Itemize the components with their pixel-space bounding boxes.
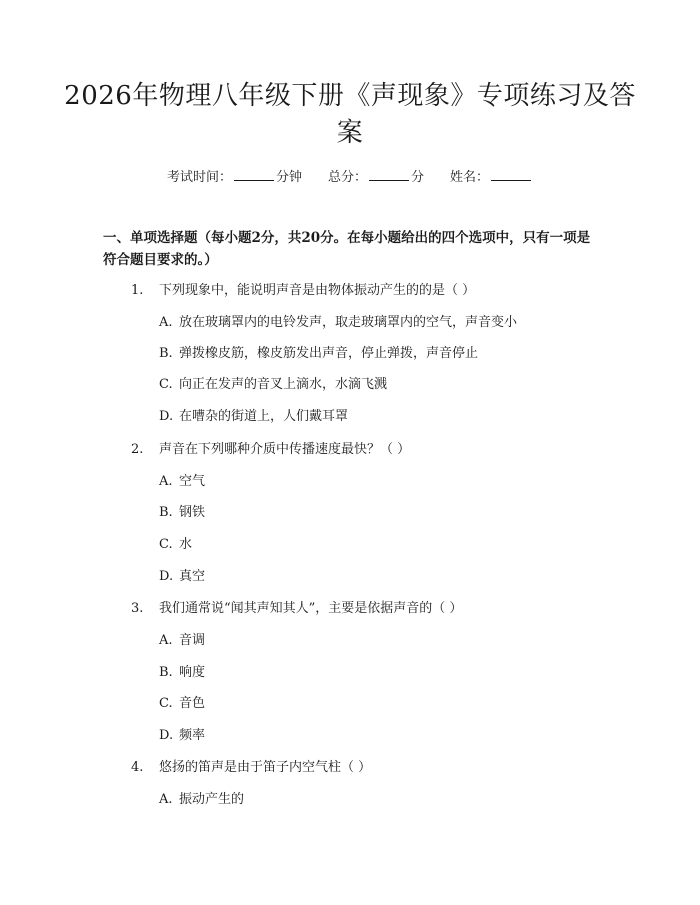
- option-text: 钢铁: [179, 505, 206, 520]
- question-2: [131, 440, 410, 460]
- section-heading: 一、单项选择题（每小题2分，共20分。在每小题给出的四个选项中，只有一项是符合题目要求的。）: [103, 230, 591, 268]
- option-letter: A.: [159, 792, 173, 807]
- option-text: 向正在发声的音叉上滴水，水滴飞溅: [179, 377, 388, 392]
- option-letter: B.: [159, 665, 173, 680]
- question-number: 2.: [131, 442, 144, 457]
- question-text: 悠扬的笛声是由于笛子内空气柱（ ）: [159, 760, 372, 775]
- exam-time-label: 考试时间：: [166, 170, 232, 185]
- total-score-label: 总分：: [327, 170, 367, 185]
- option-text: 空气: [179, 474, 206, 489]
- total-score-blank: [369, 168, 409, 181]
- option-text: 响度: [179, 665, 206, 680]
- option-letter: D.: [159, 569, 174, 584]
- option-letter: D.: [159, 409, 174, 424]
- question-1-option-c: [159, 375, 387, 395]
- question-1: [131, 281, 475, 301]
- name-blank: [491, 168, 531, 181]
- option-letter: A.: [159, 474, 173, 489]
- option-text: 音色: [179, 696, 206, 711]
- question-2-option-c: [159, 535, 192, 555]
- option-letter: A.: [159, 315, 173, 330]
- option-text: 在嘈杂的街道上，人们戴耳罩: [179, 409, 349, 424]
- question-1-option-b: [159, 344, 478, 364]
- question-3: [131, 599, 462, 619]
- page-title: 2026年物理八年级下册《声现象》专项练习及答案: [64, 81, 636, 148]
- option-letter: C.: [159, 377, 173, 392]
- exam-time-blank: [234, 168, 274, 181]
- question-3-option-a: [159, 631, 205, 651]
- option-text: 振动产生的: [179, 792, 245, 807]
- question-2-option-b: [159, 503, 205, 523]
- question-4-option-a: [159, 790, 244, 810]
- question-1-option-d: [159, 407, 348, 427]
- question-number: 3.: [131, 601, 144, 616]
- option-text: 放在玻璃罩内的电铃发声，取走玻璃罩内的空气，声音变小: [179, 315, 518, 330]
- question-text: 声音在下列哪种介质中传播速度最快？（ ）: [159, 442, 411, 457]
- option-text: 真空: [179, 569, 206, 584]
- question-number: 1.: [131, 283, 144, 298]
- option-letter: C.: [159, 537, 173, 552]
- exam-info-line: [0, 168, 700, 188]
- question-text: 下列现象中，能说明声音是由物体振动产生的的是（ ）: [159, 283, 476, 298]
- option-letter: A.: [159, 633, 173, 648]
- option-text: 水: [179, 537, 193, 552]
- option-text: 音调: [179, 633, 206, 648]
- question-text: 我们通常说“闻其声知其人”，主要是依据声音的（ ）: [159, 601, 463, 616]
- option-text: 弹拨橡皮筋，橡皮筋发出声音，停止弹拨，声音停止: [179, 346, 479, 361]
- total-score-unit: 分: [411, 170, 425, 185]
- option-letter: B.: [159, 346, 173, 361]
- option-letter: B.: [159, 505, 173, 520]
- question-2-option-d: [159, 567, 205, 587]
- question-1-option-a: [159, 313, 517, 333]
- question-3-option-b: [159, 663, 205, 683]
- question-4: [131, 758, 371, 778]
- question-3-option-c: [159, 694, 205, 714]
- question-number: 4.: [131, 760, 144, 775]
- name-label: 姓名：: [450, 170, 490, 185]
- exam-time-unit: 分钟: [275, 170, 302, 185]
- option-letter: D.: [159, 728, 174, 743]
- question-2-option-a: [159, 472, 205, 492]
- question-3-option-d: [159, 726, 205, 746]
- option-letter: C.: [159, 696, 173, 711]
- option-text: 频率: [179, 728, 206, 743]
